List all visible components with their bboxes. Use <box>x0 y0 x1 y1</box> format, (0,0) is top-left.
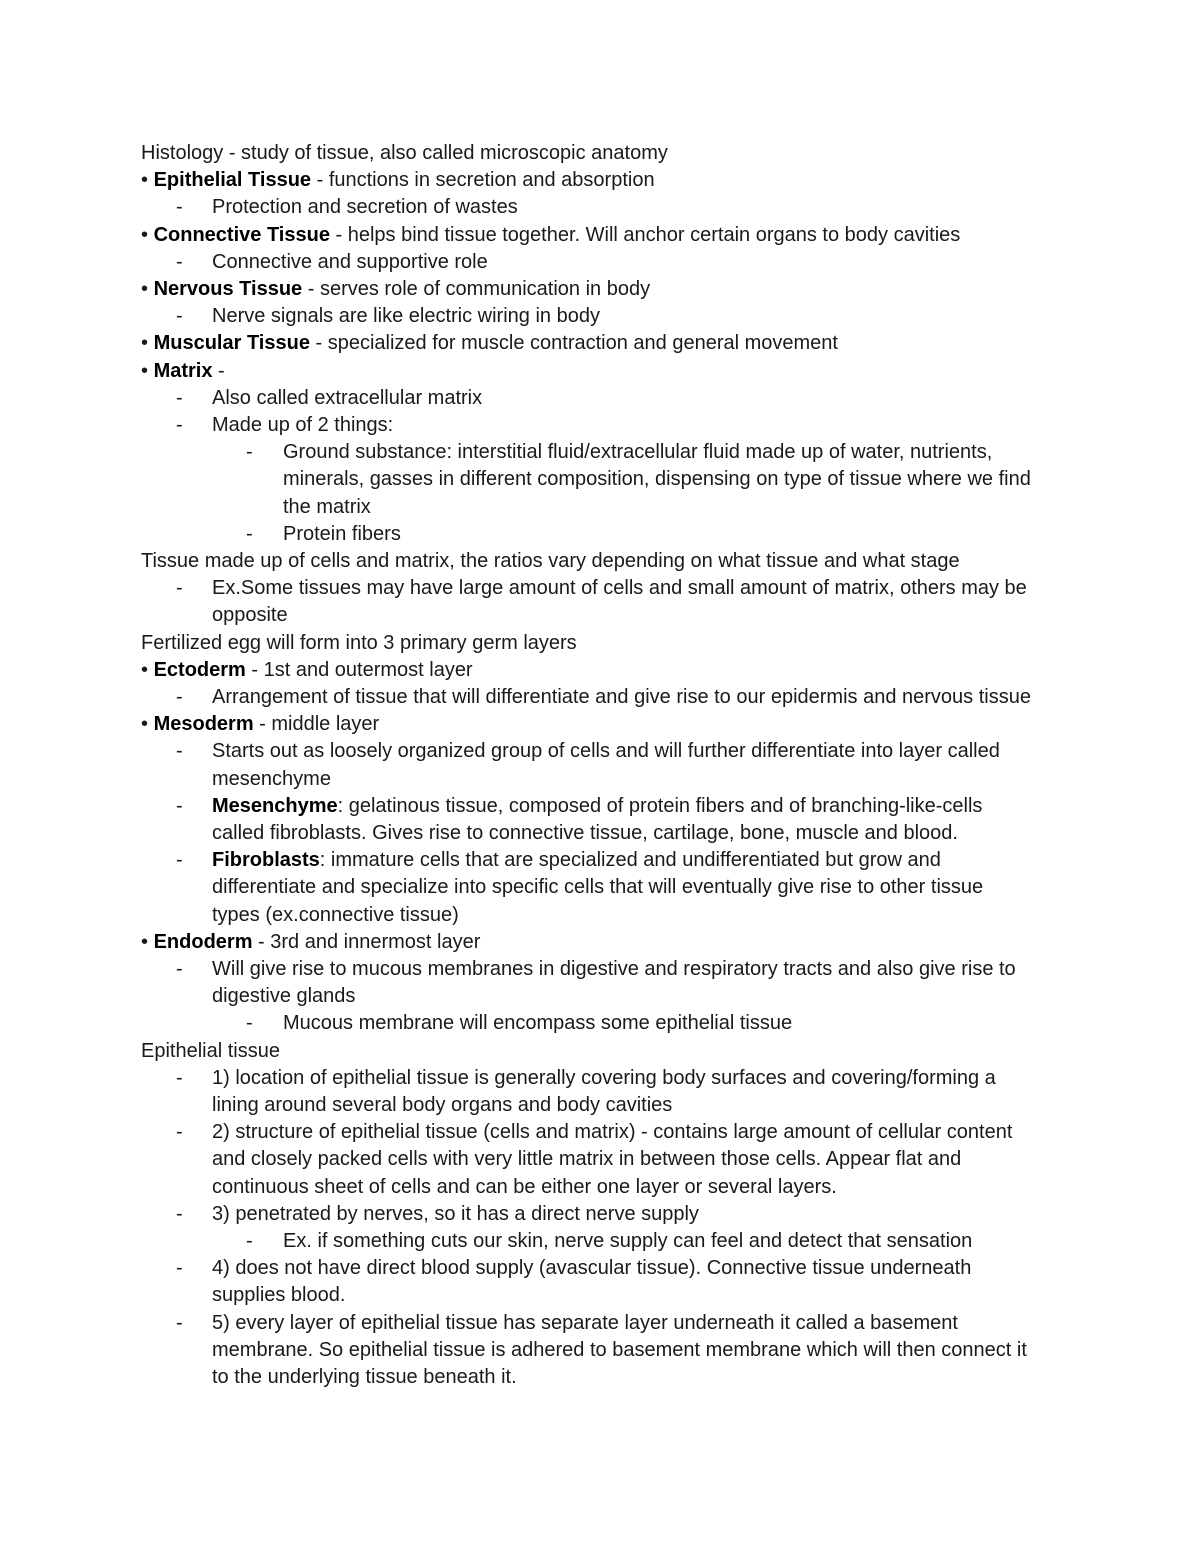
term-label: Mesenchyme <box>212 794 338 817</box>
list-item <box>212 412 393 439</box>
dash-marker: - <box>246 441 253 464</box>
dash-marker: - <box>246 522 253 545</box>
term-label: Nervous Tissue <box>153 278 303 300</box>
line-text: Epithelial tissue <box>141 1039 280 1062</box>
text-line <box>212 983 355 1010</box>
line-text: - helps bind tissue together. Will anchor certain organs to body cavities <box>329 223 961 246</box>
bullet-marker: • <box>141 223 149 246</box>
bullet-item <box>141 657 473 684</box>
line-text: Fertilized egg will form into 3 primary germ layers <box>141 631 577 654</box>
line-text: to the underlying tissue beneath it. <box>212 1366 517 1388</box>
bullet-item <box>141 929 480 956</box>
text-line <box>212 1092 672 1119</box>
line-text: 2) structure of epithelial tissue (cells and matrix) - contains large amount of cellular content <box>212 1121 1013 1144</box>
bullet-item <box>141 330 838 357</box>
list-item <box>212 793 982 820</box>
dash-marker: - <box>176 386 183 409</box>
bullet-marker: • <box>141 332 149 355</box>
bullet-marker: • <box>141 713 149 736</box>
dash-marker: - <box>176 849 183 872</box>
line-text: digestive glands <box>212 985 356 1008</box>
line-text: mesenchyme <box>212 767 331 790</box>
line-text: Protein fibers <box>283 522 401 545</box>
line-text: Histology - study of tissue, also called microscopic anatomy <box>141 142 668 164</box>
line-text: 1) location of epithelial tissue is generally covering body surfaces and covering/forming a <box>212 1066 996 1089</box>
line-text: - <box>212 359 225 382</box>
bullet-item <box>141 358 225 385</box>
line-text: Ground substance: interstitial fluid/extracellular fluid made up of water, nutrients, <box>283 441 993 464</box>
list-item <box>212 1201 699 1228</box>
dash-marker: - <box>246 1230 253 1252</box>
line-text: continuous sheet of cells and can be either one layer or several layers. <box>212 1175 837 1198</box>
bullet-marker: • <box>141 658 149 681</box>
line-text: - functions in secretion and absorption <box>311 169 655 192</box>
text-line <box>212 874 983 901</box>
dash-marker: - <box>176 250 183 273</box>
line-text: types (ex.connective tissue) <box>212 903 459 926</box>
line-text: opposite <box>212 604 288 627</box>
line-text: and closely packed cells with very little matrix in between those cells. Appear flat and <box>212 1148 962 1171</box>
line-text: - serves role of communication in body <box>302 278 651 300</box>
line-text: Nerve signals are like electric wiring in body <box>212 305 600 328</box>
list-item <box>212 1255 971 1282</box>
bullet-marker: • <box>141 930 149 953</box>
dash-marker: - <box>246 1012 253 1035</box>
line-text: supplies blood. <box>212 1284 346 1307</box>
term-label: Mesoderm <box>153 713 254 736</box>
bullet-item <box>141 276 650 303</box>
text-line <box>212 1337 1027 1364</box>
list-item <box>283 1010 792 1037</box>
line-text: 5) every layer of epithelial tissue has separate layer underneath it called a basement <box>212 1311 958 1334</box>
bullet-marker: • <box>141 278 149 300</box>
term-label: Endoderm <box>153 930 253 953</box>
bullet-marker: • <box>141 169 149 192</box>
list-item <box>212 1119 1012 1146</box>
text-line <box>212 1364 517 1391</box>
line-text: Tissue made up of cells and matrix, the ratios vary depending on what tissue and what stage <box>141 550 960 572</box>
line-text: - 3rd and innermost layer <box>252 930 481 953</box>
line-text: Mucous membrane will encompass some epithelial tissue <box>283 1012 793 1035</box>
dash-marker: - <box>176 1066 183 1089</box>
line-text: lining around several body organs and body cavities <box>212 1094 673 1116</box>
list-item <box>212 575 1027 602</box>
line-text: Connective and supportive role <box>212 250 488 273</box>
dash-marker: - <box>176 1121 183 1144</box>
text-line <box>141 630 577 657</box>
list-item <box>212 956 1016 983</box>
dash-marker: - <box>176 196 183 219</box>
line-text: : immature cells that are specialized and undifferentiated but grow and <box>319 849 941 872</box>
line-text: Ex.Some tissues may have large amount of cells and small amount of matrix, others may be <box>212 577 1027 600</box>
list-item <box>212 249 488 276</box>
dash-marker: - <box>176 1311 183 1334</box>
line-text: Arrangement of tissue that will differentiate and give rise to our epidermis and nervous tissue <box>212 686 1031 708</box>
term-label: Matrix <box>153 359 213 382</box>
list-item <box>212 1310 958 1337</box>
bullet-item <box>141 222 960 249</box>
text-line <box>283 494 371 521</box>
text-line <box>141 1038 280 1065</box>
dash-marker: - <box>176 794 183 817</box>
list-item <box>212 847 941 874</box>
dash-marker: - <box>176 577 183 600</box>
line-text: - middle layer <box>253 713 380 736</box>
text-line <box>212 902 459 929</box>
line-text: 3) penetrated by nerves, so it has a direct nerve supply <box>212 1202 699 1225</box>
term-label: Ectoderm <box>153 658 246 681</box>
text-line <box>212 1282 345 1309</box>
line-text: called fibroblasts. Gives rise to connective tissue, cartilage, bone, muscle and blood. <box>212 822 958 844</box>
text-line <box>212 820 958 847</box>
bullet-item <box>141 167 655 194</box>
term-label: Epithelial Tissue <box>153 169 312 192</box>
dash-marker: - <box>176 740 183 763</box>
line-text: 4) does not have direct blood supply (avascular tissue). Connective tissue underneath <box>212 1257 972 1280</box>
dash-marker: - <box>176 305 183 328</box>
line-text: - 1st and outermost layer <box>245 658 473 681</box>
dash-marker: - <box>176 1202 183 1225</box>
list-item <box>212 194 518 221</box>
list-item <box>212 1065 996 1092</box>
text-line <box>141 548 960 575</box>
text-line <box>283 466 1031 493</box>
term-label: Fibroblasts <box>212 849 320 872</box>
dash-marker: - <box>176 414 183 436</box>
line-text: the matrix <box>283 495 371 518</box>
line-text: Starts out as loosely organized group of cells and will further differentiate into layer called <box>212 740 1000 763</box>
bullet-item <box>141 711 379 738</box>
text-line <box>212 602 288 629</box>
dash-marker: - <box>176 1257 183 1280</box>
dash-marker: - <box>176 686 183 708</box>
line-text: Ex. if something cuts our skin, nerve supply can feel and detect that sensation <box>283 1230 973 1252</box>
line-text: - specialized for muscle contraction and general movement <box>309 332 838 355</box>
dash-marker: - <box>176 958 183 980</box>
line-text: Also called extracellular matrix <box>212 386 483 409</box>
list-item <box>212 385 482 412</box>
list-item <box>212 303 600 330</box>
line-text: Made up of 2 things: <box>212 414 394 436</box>
line-text: membrane. So epithelial tissue is adhered to basement membrane which will then connect it <box>212 1338 1027 1361</box>
list-item <box>212 684 1031 711</box>
line-text: Protection and secretion of wastes <box>212 196 518 219</box>
text-line <box>212 1174 837 1201</box>
term-label: Muscular Tissue <box>153 332 310 355</box>
list-item <box>212 738 1000 765</box>
list-item <box>283 521 401 548</box>
text-line <box>212 766 331 793</box>
line-text: : gelatinous tissue, composed of protein fibers and of branching-like-cells <box>337 794 983 817</box>
line-text: minerals, gasses in different composition, dispensing on type of tissue where we find <box>283 468 1031 491</box>
list-item <box>283 1228 972 1255</box>
term-label: Connective Tissue <box>153 223 330 246</box>
text-line <box>212 1146 961 1173</box>
line-text: differentiate and specialize into specific cells that will eventually give rise to other tissue <box>212 876 984 899</box>
list-item <box>283 439 992 466</box>
bullet-marker: • <box>141 359 149 382</box>
text-line <box>141 140 668 167</box>
line-text: Will give rise to mucous membranes in digestive and respiratory tracts and also give rise to <box>212 958 1016 980</box>
